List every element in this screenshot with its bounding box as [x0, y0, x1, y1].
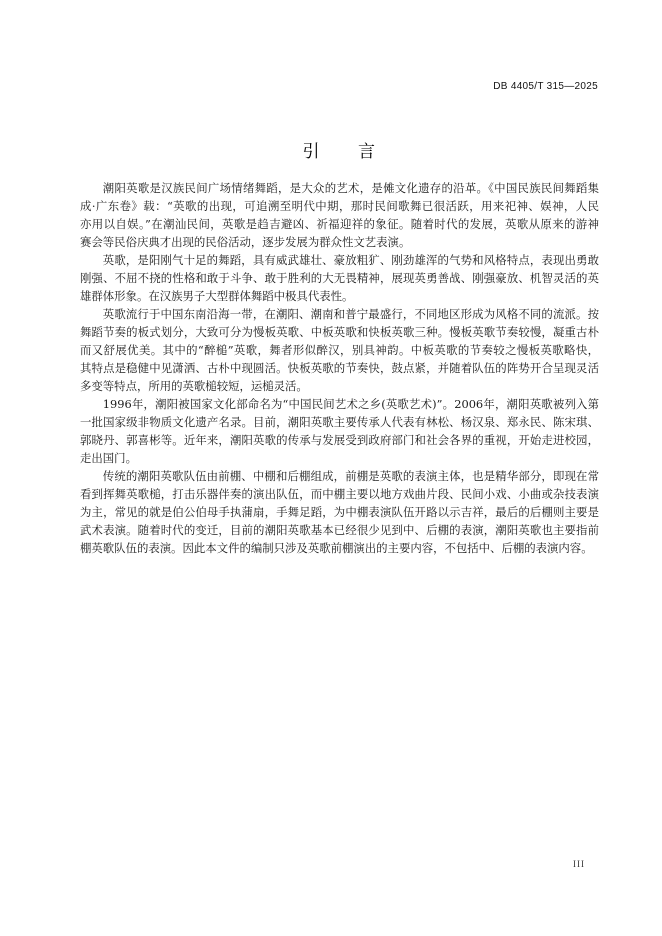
paragraph-origin [80, 179, 599, 251]
text-line: 而又舒展优美。其中的“醉槌”英歌，舞者形似醉汉，别具神韵。中板英歌的节奏较之慢板英歌略快， [80, 343, 599, 357]
text-line: 传统的潮阳英歌队伍由前棚、中棚和后棚组成，前棚是英歌的表演主体，也是精华部分，即现在常 [102, 469, 599, 483]
text-line: 一批国家级非物质文化遗产名录。目前，潮阳英歌主要传承人代表有林松、杨汉泉、郑永民、陈宋琪、 [80, 415, 599, 429]
text-line: 成·广东卷》载：“英歌的出现，可追溯至明代中期，那时民间歌舞已很活跃，用来祀神、娱神，人民 [80, 199, 599, 213]
page-number: III [573, 859, 585, 869]
text-line: 英歌流行于中国东南沿海一带，在潮阳、潮南和普宁最盛行，不同地区形成为风格不同的流派。按 [102, 307, 599, 321]
page-title: 引 言 [302, 142, 377, 162]
text-line: 武术表演。随着时代的变迁，目前的潮阳英歌基本已经很少见到中、后棚的表演，潮阳英歌也主要指前 [80, 523, 599, 537]
text-line: 刚强、不屈不挠的性格和敢于斗争、敢于胜利的大无畏精神，展现英勇善战、刚强豪放、机智灵活的英 [80, 271, 599, 285]
text-line: 赛会等民俗庆典才出现的民俗活动，逐步发展为群众性文艺表演。 [80, 235, 411, 249]
paragraph-scope [80, 467, 599, 557]
text-line: 看到挥舞英歌槌，打击乐器伴奏的演出队伍，而中棚主要以地方戏曲片段、民间小戏、小曲或杂技表演 [80, 487, 599, 501]
text-line: 郭晓丹、郭喜彬等。近年来，潮阳英歌的传承与发展受到政府部门和社会各界的重视，开始走进校园， [80, 433, 599, 447]
text-line: 1996年，潮阳被国家文化部命名为“中国民间艺术之乡(英歌艺术)”。2006年，潮阳英歌被列入第 [102, 397, 599, 411]
paragraph-styles [80, 305, 599, 395]
text-line: 舞蹈节奏的板式划分，大致可分为慢板英歌、中板英歌和快板英歌三种。慢板英歌节奏较慢，凝重古朴 [80, 325, 599, 339]
paragraph-heritage [80, 395, 599, 467]
text-line: 英歌，是阳刚气十足的舞蹈，具有威武雄壮、豪放粗犷、刚劲雄浑的气势和风格特点，表现出勇敢 [102, 253, 599, 267]
text-line: 为主，常见的就是伯公伯母手执蒲扇，手舞足蹈，为中棚表演队伍开路以示吉祥，最后的后棚则主要是 [80, 505, 599, 519]
text-line: 雄群体形象。在汉族男子大型群体舞蹈中极具代表性。 [80, 289, 354, 303]
text-line: 其特点是稳健中见潇洒、古朴中现圆活。快板英歌的节奏快，鼓点紧，并随着队伍的阵势开合呈现灵活 [80, 361, 599, 375]
document-number: DB 4405/T 315—2025 [493, 81, 598, 92]
text-line: 棚英歌队伍的表演。因此本文件的编制只涉及英歌前棚演出的主要内容，不包括中、后棚的表演内容。 [80, 541, 593, 555]
text-line: 多变等特点，所用的英歌槌较短，运槌灵活。 [80, 379, 308, 393]
paragraph-character [80, 251, 599, 305]
text-line: 潮阳英歌是汉族民间广场情绪舞蹈，是大众的艺术，是傩文化遗存的沿革。《中国民族民间舞蹈集 [102, 181, 599, 195]
introduction-body [80, 179, 599, 557]
text-line: 走出国门。 [80, 451, 137, 465]
text-line: 亦用以自娱。”在潮汕民间，英歌是趋吉避凶、祈福迎祥的象征。随着时代的发展，英歌从原来的游神 [80, 217, 599, 231]
